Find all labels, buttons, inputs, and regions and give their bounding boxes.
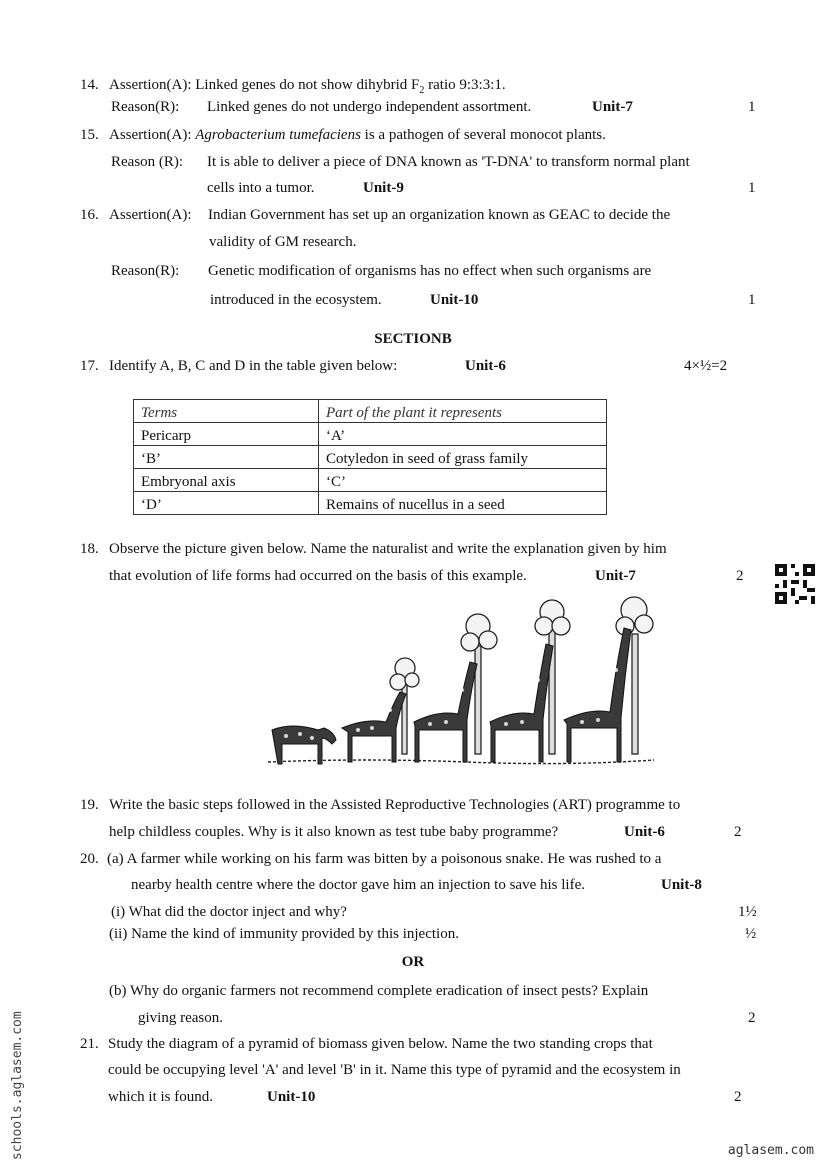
q20-sub-ii: (ii) Name the kind of immunity provided by this injection. — [109, 926, 459, 942]
q20-a-line1: (a) A farmer while working on his farm was bitten by a poisonous snake. He was rushed to a — [107, 851, 662, 867]
table-row — [134, 492, 607, 515]
q15-reason-line1: It is able to deliver a piece of DNA known as 'T-DNA' to transform normal plant — [207, 154, 690, 170]
table-header-part: Part of the plant it represents — [319, 400, 607, 423]
q20-sub-i-marks: 1½ — [738, 904, 757, 920]
table-cell: ‘A’ — [319, 423, 607, 446]
q20-b-marks: 2 — [748, 1010, 756, 1026]
q19-marks: 2 — [734, 824, 742, 840]
q14-assertion-label: Assertion(A): — [109, 77, 192, 93]
table-cell: ‘B’ — [134, 446, 319, 469]
q20-unit: Unit-8 — [661, 877, 702, 893]
terms-table — [133, 399, 607, 515]
q15-assertion-label: Assertion(A): — [109, 127, 192, 143]
table-cell: Cotyledon in seed of grass family — [319, 446, 607, 469]
q20-sub-i: (i) What did the doctor inject and why? — [111, 904, 347, 920]
q20-or: OR — [401, 954, 425, 970]
q16-number: 16. — [80, 207, 99, 223]
q19-number: 19. — [80, 797, 99, 813]
q14-assertion-tail: ratio 9:3:3:1. — [424, 77, 506, 93]
table-row — [134, 446, 607, 469]
table-row — [134, 423, 607, 446]
table-cell: ‘C’ — [319, 469, 607, 492]
q15-number: 15. — [80, 127, 99, 143]
q21-line1: Study the diagram of a pyramid of biomass given below. Name the two standing crops that — [108, 1036, 653, 1052]
q16-assertion-label: Assertion(A): — [109, 207, 192, 223]
table-header-terms: Terms — [134, 400, 319, 423]
q21-line3: which it is found. — [108, 1089, 213, 1105]
q21-unit: Unit-10 — [267, 1089, 316, 1105]
q16-unit: Unit-10 — [430, 292, 479, 308]
table-cell: ‘D’ — [134, 492, 319, 515]
q16-assertion-line2: validity of GM research. — [209, 234, 357, 250]
q14-reason-text: Linked genes do not undergo independent assortment. — [207, 99, 532, 115]
q19-line2: help childless couples. Why is it also known as test tube baby programme? — [109, 824, 559, 840]
q16-marks: 1 — [748, 292, 756, 308]
qr-code-icon — [775, 564, 815, 604]
table-cell: Embryonal axis — [134, 469, 319, 492]
q20-b-line1: (b) Why do organic farmers not recommend complete eradication of insect pests? Explain — [109, 983, 649, 999]
table-cell: Remains of nucellus in a seed — [319, 492, 607, 515]
table-row — [134, 469, 607, 492]
q21-marks: 2 — [734, 1089, 742, 1105]
q17-number: 17. — [80, 358, 99, 374]
q18-marks: 2 — [736, 568, 744, 584]
q15-assertion — [109, 126, 606, 144]
q14-reason-label: Reason(R): — [111, 99, 180, 115]
q17-marks: 4×½=2 — [684, 358, 728, 374]
q15-marks: 1 — [748, 180, 756, 196]
q14-assertion-text: Linked genes do not show dihybrid F — [195, 77, 420, 93]
table-header-row — [134, 400, 607, 423]
footer-watermark: aglasem.com — [727, 1143, 814, 1158]
q20-sub-ii-marks: ½ — [745, 926, 757, 942]
q18-unit: Unit-7 — [595, 568, 636, 584]
q20-number: 20. — [80, 851, 99, 867]
q17-text: Identify A, B, C and D in the table given below: — [109, 358, 398, 374]
table-cell: Pericarp — [134, 423, 319, 446]
q15-reason-line2: cells into a tumor. — [207, 180, 315, 196]
q19-line1: Write the basic steps followed in the Assisted Reproductive Technologies (ART) programme to — [109, 797, 681, 813]
q18-line2: that evolution of life forms had occurred on the basis of this example. — [109, 568, 527, 584]
q15-assertion-species: Agrobacterium tumefaciens — [195, 127, 361, 143]
q18-number: 18. — [80, 541, 99, 557]
q18-line1: Observe the picture given below. Name the naturalist and write the explanation given by him — [109, 541, 667, 557]
q16-assertion-line1: Indian Government has set up an organization known as GEAC to decide the — [208, 207, 671, 223]
side-watermark: schools.aglasem.com — [10, 1011, 25, 1160]
q14-number: 14. — [80, 77, 99, 93]
q14-assertion — [109, 76, 506, 100]
q15-reason-label: Reason (R): — [111, 154, 184, 170]
q14-marks: 1 — [748, 99, 756, 115]
giraffe-evolution-illustration — [266, 590, 656, 775]
q16-reason-line2: introduced in the ecosystem. — [210, 292, 382, 308]
q14-unit: Unit-7 — [592, 99, 633, 115]
q15-assertion-text: is a pathogen of several monocot plants. — [360, 127, 606, 143]
section-b-heading: SECTIONB — [374, 331, 452, 347]
q16-reason-line1: Genetic modification of organisms has no effect when such organisms are — [208, 263, 652, 279]
q20-b-line2: giving reason. — [138, 1010, 223, 1026]
q16-reason-label: Reason(R): — [111, 263, 180, 279]
q21-number: 21. — [80, 1036, 99, 1052]
q19-unit: Unit-6 — [624, 824, 665, 840]
q20-a-line2: nearby health centre where the doctor gave him an injection to save his life. — [131, 877, 585, 893]
q15-unit: Unit-9 — [363, 180, 404, 196]
q21-line2: could be occupying level 'A' and level 'B' in it. Name this type of pyramid and the ecosystem in — [108, 1062, 681, 1078]
q14-assertion-sub: 2 — [419, 85, 425, 96]
q17-unit: Unit-6 — [465, 358, 506, 374]
